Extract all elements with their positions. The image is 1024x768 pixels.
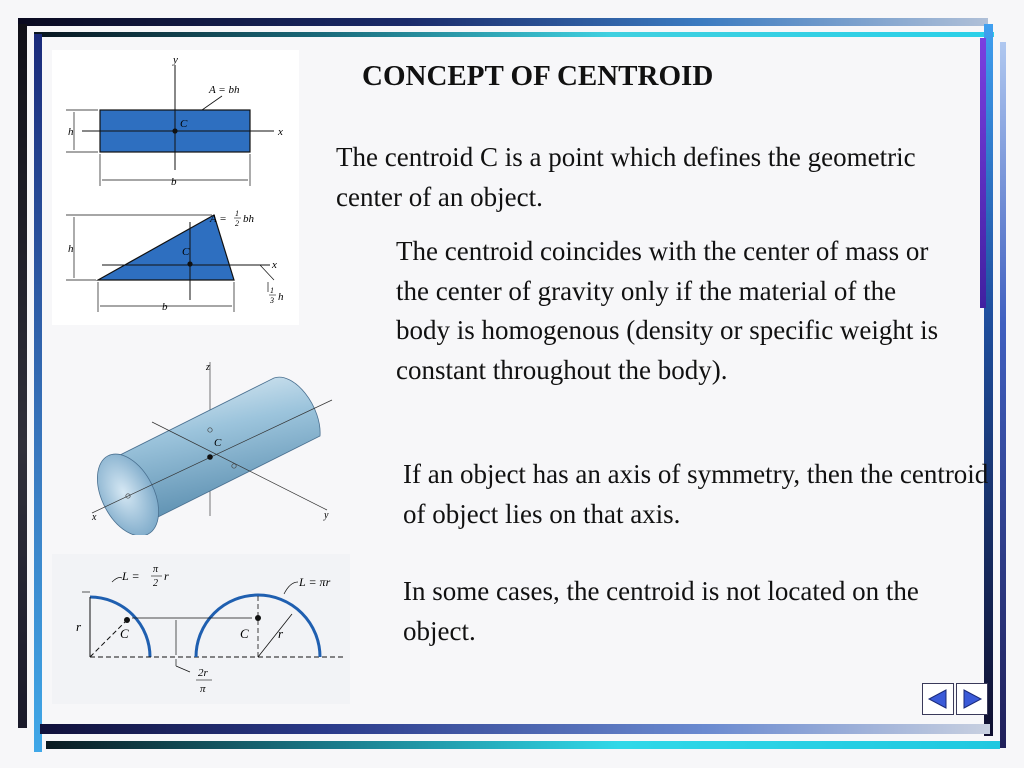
svg-text:z: z [206, 362, 210, 373]
svg-text:L = πr: L = πr [299, 575, 331, 589]
svg-text:A = bh: A = bh [209, 84, 240, 96]
svg-text:2: 2 [153, 578, 158, 589]
svg-text:x: x [92, 512, 97, 523]
next-slide-button[interactable] [956, 683, 988, 715]
svg-text:r: r [278, 626, 284, 641]
svg-text:C: C [214, 437, 222, 449]
paragraph-symmetry: If an object has an axis of symmetry, then the centroid of object lies on that axis. [403, 459, 989, 529]
paragraph-center-of-mass: The centroid coincides with the center of mass or the center of gravity only if the material of the body is homogenous (density or specific weight is constant throughout the body). [396, 236, 939, 385]
cylinder-figure [52, 350, 342, 535]
frame-right-violet-bar [980, 38, 986, 308]
svg-text:h: h [68, 243, 74, 255]
rectangle-triangle-figure [52, 50, 299, 325]
svg-text:2r: 2r [198, 667, 208, 679]
svg-text:b: b [162, 301, 168, 313]
paragraph-definition: The centroid C is a point which defines the geometric center of an object. [336, 142, 916, 212]
svg-text:1: 1 [235, 209, 239, 218]
frame-bottom-accent-bar [46, 741, 1000, 749]
svg-text:x: x [272, 259, 277, 271]
slide-title: CONCEPT OF CENTROID [362, 60, 714, 92]
svg-text:C: C [182, 246, 190, 258]
svg-text:bh: bh [243, 213, 254, 225]
frame-left-bar [18, 24, 27, 728]
svg-text:C: C [120, 626, 129, 641]
triangle-left-icon [926, 687, 950, 711]
svg-text:h: h [278, 291, 284, 303]
svg-text:b: b [171, 176, 177, 188]
paragraph-outside-object: In some cases, the centroid is not located on the object. [403, 576, 919, 646]
frame-top-bar [18, 18, 988, 26]
svg-text:L =: L = [122, 569, 140, 583]
svg-text:A =: A = [210, 213, 227, 225]
svg-text:C: C [240, 626, 249, 641]
svg-text:y: y [173, 54, 178, 66]
previous-slide-button[interactable] [922, 683, 954, 715]
frame-left-accent-bar [34, 34, 42, 752]
svg-text:r: r [76, 619, 82, 634]
svg-text:1: 1 [270, 286, 274, 295]
svg-text:y: y [324, 510, 329, 521]
svg-text:x: x [278, 126, 283, 138]
svg-text:π: π [200, 683, 206, 695]
svg-text:C: C [180, 118, 188, 130]
arc-centroid-figure [52, 554, 350, 704]
svg-text:3: 3 [270, 296, 274, 305]
svg-text:h: h [68, 126, 74, 138]
frame-bottom-bar [40, 724, 990, 734]
svg-text:r: r [164, 569, 169, 583]
svg-text:π: π [153, 564, 159, 575]
frame-top-accent-bar [34, 32, 994, 37]
svg-text:2: 2 [235, 219, 239, 228]
frame-right-accent-bar [1000, 42, 1006, 748]
triangle-right-icon [960, 687, 984, 711]
